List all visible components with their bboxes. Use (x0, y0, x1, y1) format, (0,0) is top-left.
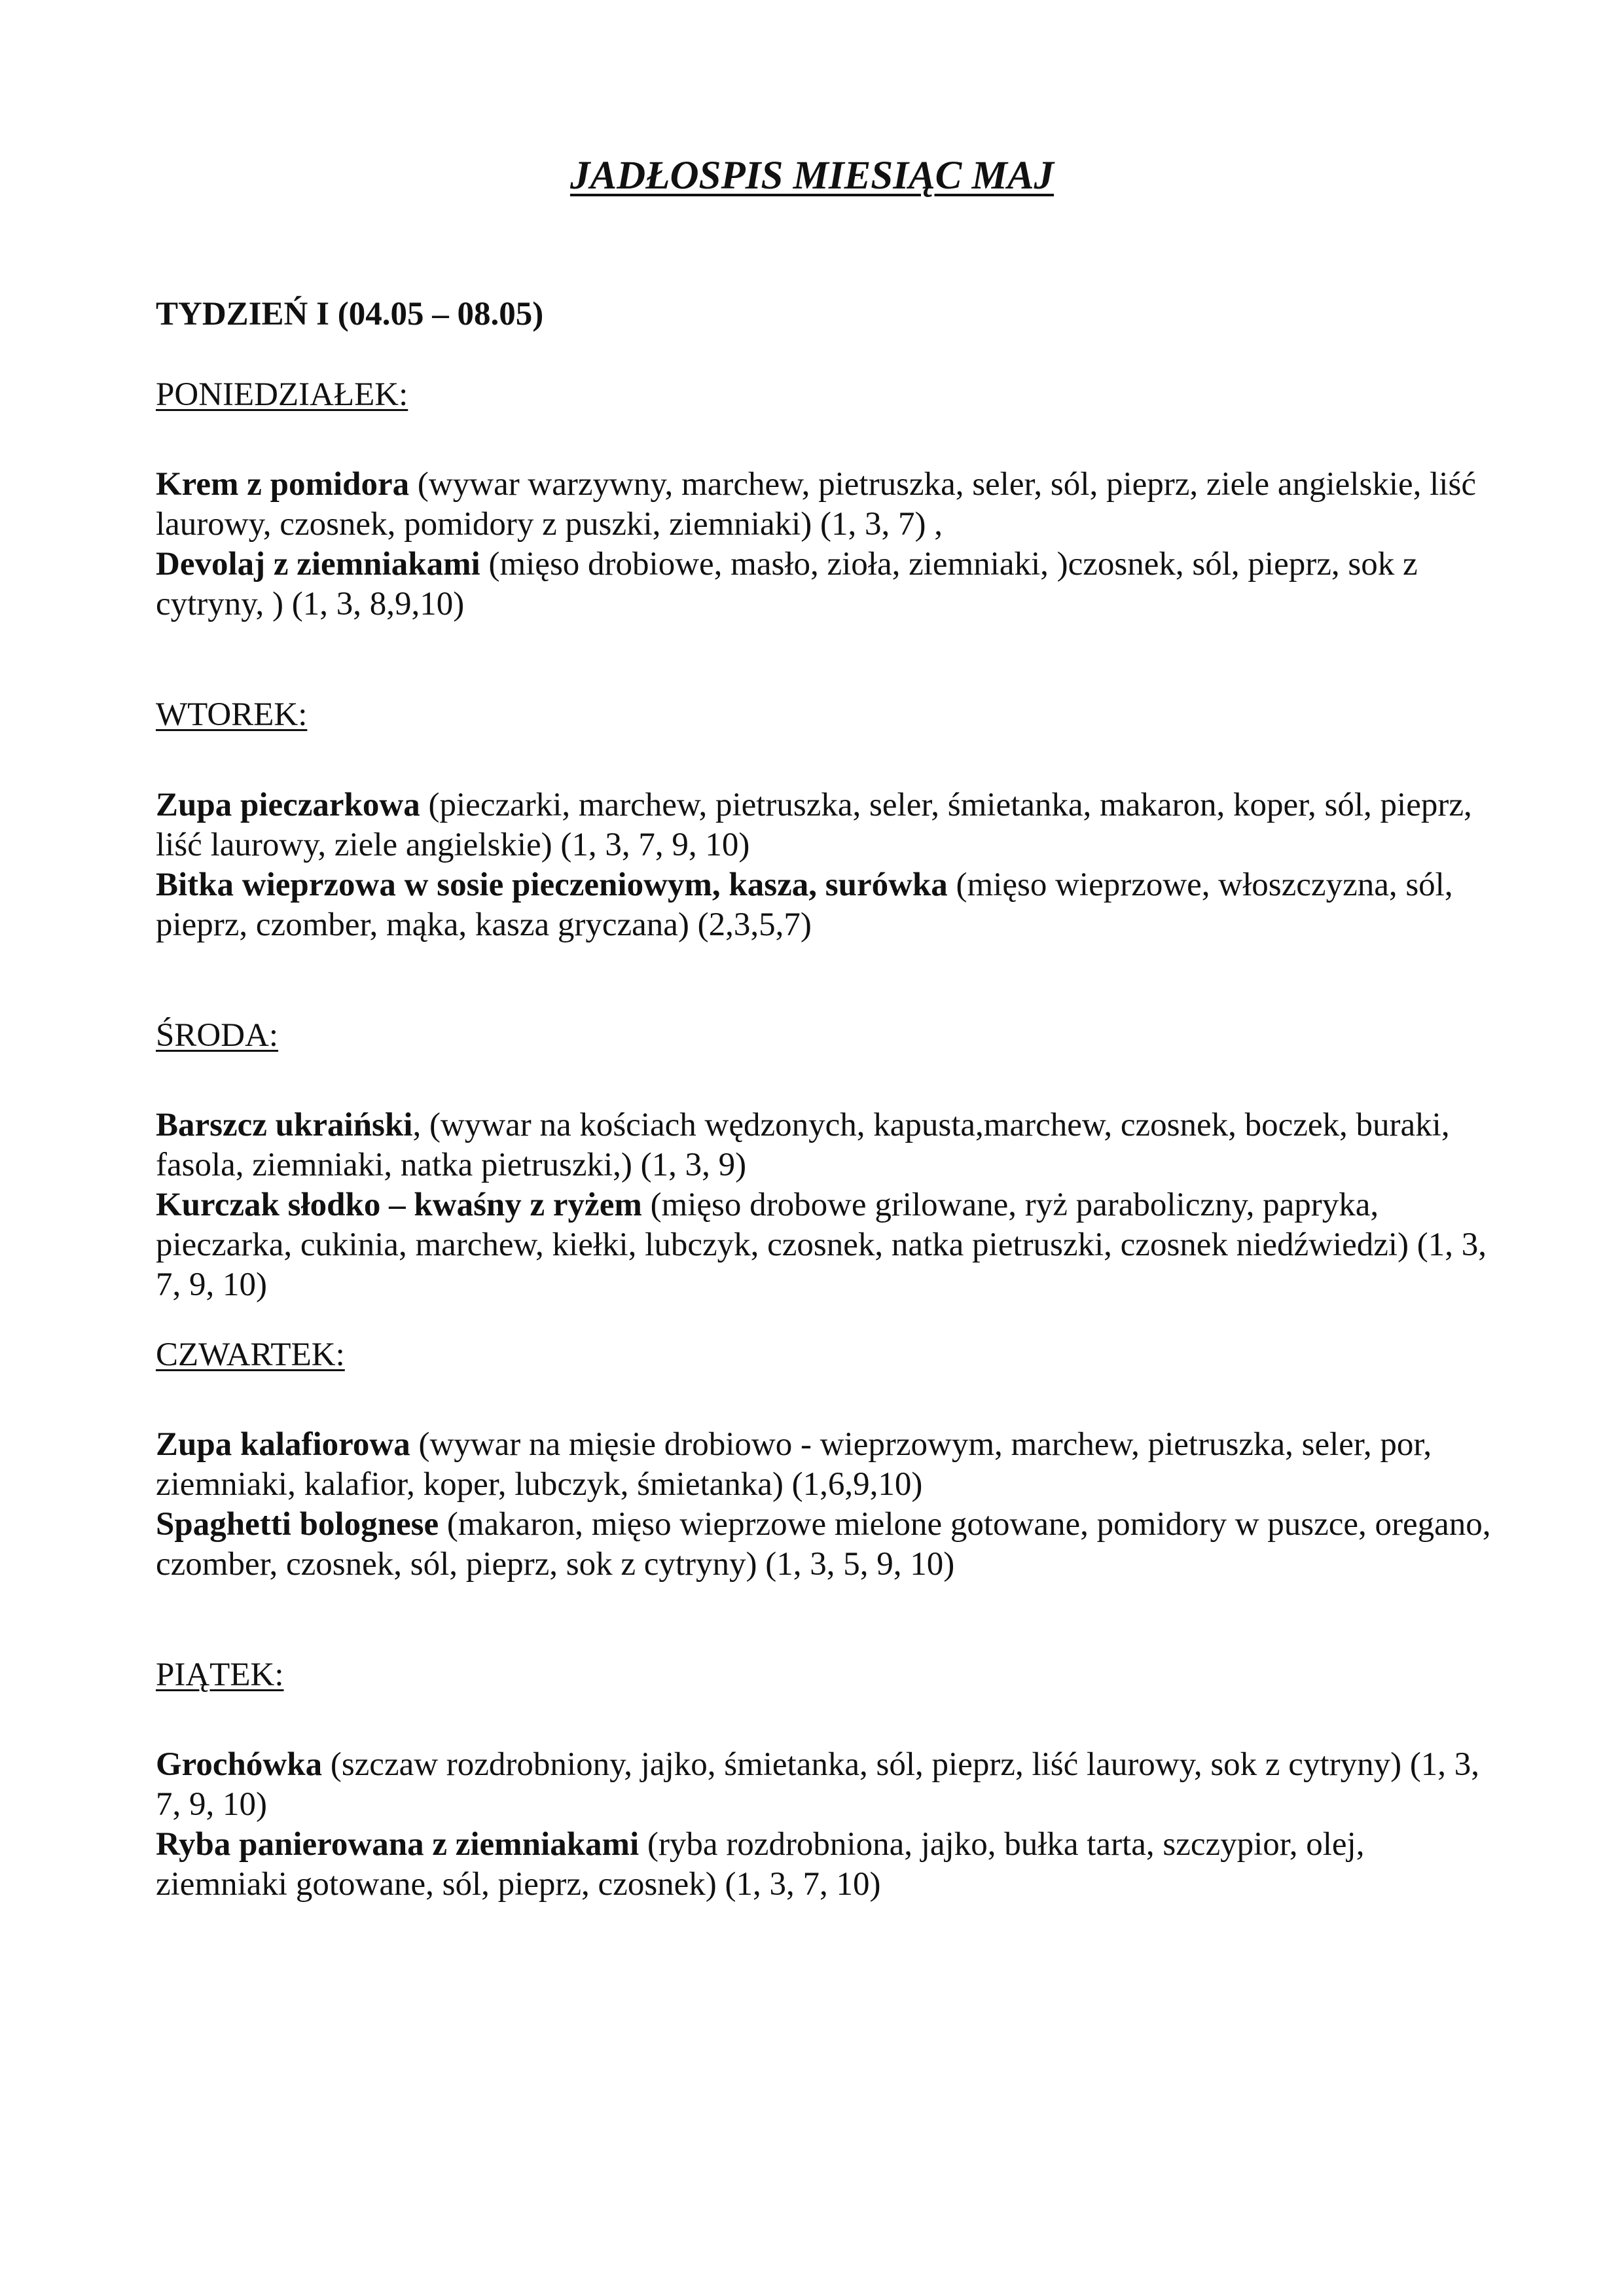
document-title: JADŁOSPIS MIESIĄC MAJ (569, 154, 1055, 198)
day-heading-friday: PIĄTEK: (156, 1656, 284, 1693)
dish-item (156, 1105, 1491, 1185)
dish-name: Bitka wieprzowa w sosie pieczeniowym, kasza, surówka (156, 866, 948, 903)
dish-details: , (wywar na kościach wędzonych, kapusta,marchew, czosnek, boczek, buraki, fasola, ziemniaki, natka pietruszki,) (1, 3, 9) (156, 1106, 1450, 1183)
dish-item (156, 865, 1491, 945)
day-heading-thursday: CZWARTEK: (156, 1336, 345, 1373)
week-heading: TYDZIEŃ I (04.05 – 08.05) (156, 296, 544, 332)
dish-details: (szczaw rozdrobniony, jajko, śmietanka, sól, pieprz, liść laurowy, sok z cytryny) (1, 3, 7, 9, 10) (156, 1746, 1480, 1823)
dish-item (156, 545, 1491, 624)
dish-details: (mięso wieprzowe, włoszczyzna, sól, pieprz, czomber, mąka, kasza gryczana) (2,3,5,7) (156, 866, 1453, 943)
dish-name: Spaghetti bolognese (156, 1505, 439, 1543)
dish-details: (makaron, mięso wieprzowe mielone gotowane, pomidory w puszce, oregano, czomber, czosnek, sól, pieprz, sok z cytryny) (1, 3, 5, 9, 10) (156, 1505, 1491, 1583)
dish-name: Krem z pomidora (156, 466, 410, 503)
dish-item (156, 1505, 1491, 1585)
dish-details: (mięso drobiowe, masło, zioła, ziemniaki, )czosnek, sól, pieprz, sok z cytryny, ) (1, 3, 8,9,10) (156, 546, 1418, 623)
dish-name: Zupa kalafiorowa (156, 1426, 410, 1463)
dish-item (156, 1825, 1491, 1905)
day-heading-wednesday: ŚRODA: (156, 1016, 279, 1054)
day-heading-tuesday: WTOREK: (156, 696, 308, 734)
dish-name: Devolaj z ziemniakami (156, 546, 480, 583)
dish-name: Barszcz ukraiński (156, 1106, 413, 1143)
dish-item (156, 465, 1491, 545)
dish-details: (wywar warzywny, marchew, pietruszka, seler, sól, pieprz, ziele angielskie, liść laurowy, czosnek, pomidory z puszki, ziemniaki) (1, 3, 7) , (156, 466, 1476, 543)
dish-details: (mięso drobowe grilowane, ryż paraboliczny, papryka, pieczarka, cukinia, marchew, kiełki, lubczyk, czosnek, natka pietruszki, czosnek niedźwiedzi) (1, 3, 7, 9, 10) (156, 1186, 1487, 1303)
dish-item (156, 785, 1491, 865)
dish-name: Grochówka (156, 1746, 323, 1784)
day-section-friday (156, 1655, 1491, 1905)
dish-name: Ryba panierowana z ziemniakami (156, 1826, 640, 1863)
day-section-monday (156, 375, 1491, 624)
dish-item (156, 1185, 1491, 1305)
day-heading-monday: PONIEDZIAŁEK: (156, 376, 408, 414)
dish-item (156, 1425, 1491, 1505)
dish-details: (wywar na mięsie drobiowo - wieprzowym, marchew, pietruszka, seler, por, ziemniaki, kalafior, koper, lubczyk, śmietanka) (1,6,9,10) (156, 1426, 1432, 1503)
dish-item (156, 1745, 1491, 1825)
day-section-thursday (156, 1335, 1491, 1585)
dish-name: Kurczak słodko – kwaśny z ryżem (156, 1186, 642, 1223)
day-section-wednesday (156, 1016, 1491, 1305)
day-section-tuesday (156, 695, 1491, 944)
dish-details: (pieczarki, marchew, pietruszka, seler, śmietanka, makaron, koper, sól, pieprz, liść laurowy, ziele angielskie) (1, 3, 7, 9, 10) (156, 786, 1472, 863)
menu-content (156, 295, 1491, 1905)
dish-name: Zupa pieczarkowa (156, 786, 420, 823)
dish-details: (ryba rozdrobniona, jajko, bułka tarta, szczypior, olej, ziemniaki gotowane, sól, pieprz, czosnek) (1, 3, 7, 10) (156, 1826, 1365, 1903)
